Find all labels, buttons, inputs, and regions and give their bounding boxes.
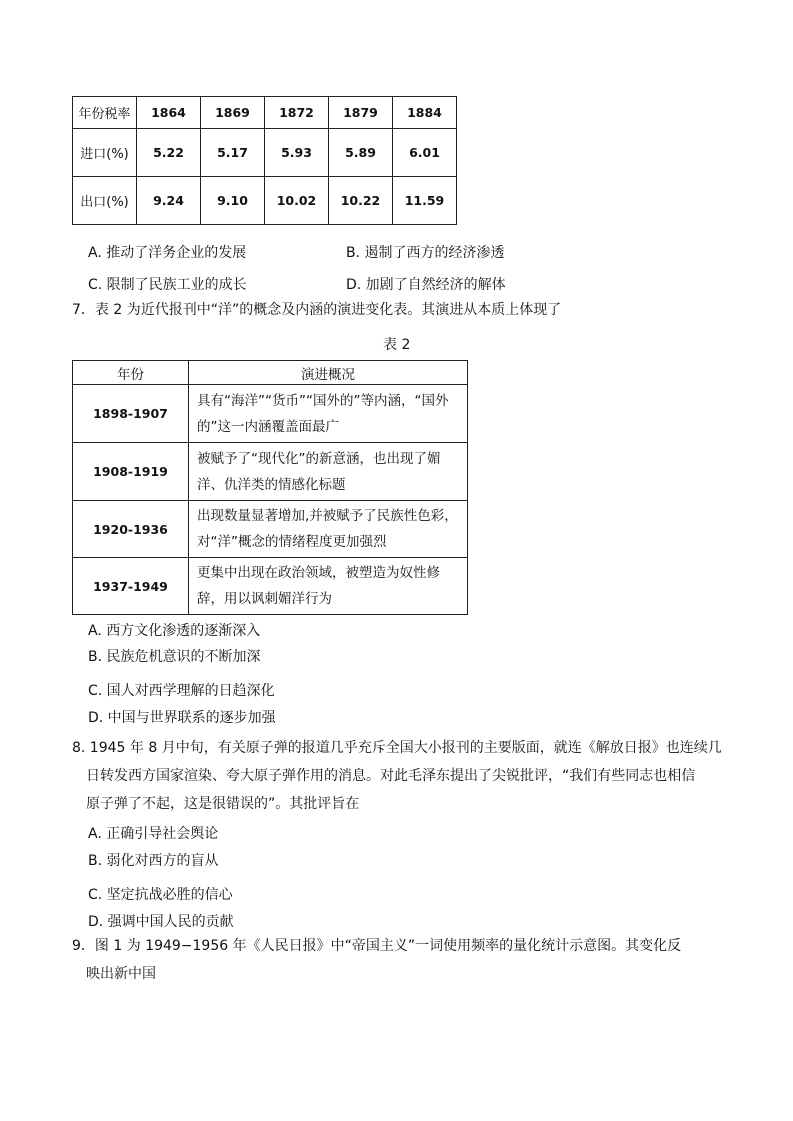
q8-stem-line1: 8. 1945 年 8 月中旬，有关原子弹的报道几乎充斥全国大小报刊的主要版面，就连《解放日报》也连续几	[72, 740, 722, 756]
table-cell-desc: 出现数量显著增加,并被赋予了民族性色彩，对“洋”概念的情绪程度更加强烈	[189, 501, 468, 558]
q8-stem-line3: 原子弹了不起，这是很错误的”。其批评旨在	[86, 796, 360, 812]
table-header-cell: 1869	[201, 97, 265, 129]
q8-option-b: B. 弱化对西方的盲从	[88, 853, 219, 869]
q6-option-b: B. 遏制了西方的经济渗透	[346, 245, 505, 261]
table-row	[73, 443, 468, 501]
table-header-cell: 1884	[393, 97, 457, 129]
table-row	[73, 558, 468, 615]
table-header-cell: 年份税率	[73, 97, 137, 129]
q8-option-c: C. 坚定抗战必胜的信心	[88, 887, 233, 903]
table-header-row	[73, 97, 457, 129]
table-header-cell: 年份	[73, 361, 189, 385]
table-cell: 5.22	[137, 129, 201, 177]
table-cell: 5.93	[265, 129, 329, 177]
table-cell-year: 1908-1919	[73, 443, 189, 501]
table-cell: 11.59	[393, 177, 457, 225]
yang-evolution-table	[72, 360, 468, 615]
table-cell-desc: 被赋予了“现代化”的新意涵，也出现了媚洋、仇洋类的情感化标题	[189, 443, 468, 501]
table-cell: 进口(%)	[73, 129, 137, 177]
table-cell-desc: 具有“海洋”“货币”“国外的”等内涵，“国外的”这一内涵覆盖面最广	[189, 385, 468, 443]
q6-option-d: D. 加剧了自然经济的解体	[346, 277, 506, 293]
table-row	[73, 177, 457, 225]
table-cell-year: 1920-1936	[73, 501, 189, 558]
table-header-row	[73, 361, 468, 385]
table-header-cell: 演进概况	[189, 361, 468, 385]
table-cell: 6.01	[393, 129, 457, 177]
table-cell: 10.02	[265, 177, 329, 225]
q8-stem-line2: 日转发西方国家渲染、夸大原子弹作用的消息。对此毛泽东提出了尖锐批评，“我们有些同志也相信	[86, 768, 696, 784]
table-cell: 5.89	[329, 129, 393, 177]
table-header-cell: 1864	[137, 97, 201, 129]
table-header-cell: 1872	[265, 97, 329, 129]
table-cell: 5.17	[201, 129, 265, 177]
table-header-cell: 1879	[329, 97, 393, 129]
q7-stem: 7．表 2 为近代报刊中“洋”的概念及内涵的演进变化表。其演进从本质上体现了	[72, 302, 562, 318]
q6-option-c: C. 限制了民族工业的成长	[88, 277, 247, 293]
table-row	[73, 385, 468, 443]
q7-option-b: B. 民族危机意识的不断加深	[88, 649, 261, 665]
tax-rate-table	[72, 96, 457, 225]
table-cell-year: 1937-1949	[73, 558, 189, 615]
q9-stem-line1: 9．图 1 为 1949−1956 年《人民日报》中“帝国主义”一词使用频率的量化统计示意图。其变化反	[72, 938, 682, 954]
table-caption: 表 2	[383, 337, 411, 353]
q7-option-c: C. 国人对西学理解的日趋深化	[88, 683, 275, 699]
table-cell: 出口(%)	[73, 177, 137, 225]
table-row	[73, 501, 468, 558]
q8-option-d: D. 强调中国人民的贡献	[88, 914, 234, 930]
table-cell: 10.22	[329, 177, 393, 225]
q7-option-a: A. 西方文化渗透的逐渐深入	[88, 623, 261, 639]
q8-option-a: A. 正确引导社会舆论	[88, 826, 219, 842]
table-cell-year: 1898-1907	[73, 385, 189, 443]
q9-stem-line2: 映出新中国	[86, 966, 156, 982]
q6-option-a: A. 推动了洋务企业的发展	[88, 245, 247, 261]
table-row	[73, 129, 457, 177]
table-cell: 9.24	[137, 177, 201, 225]
table-cell-desc: 更集中出现在政治领域，被塑造为奴性修辞，用以讽刺媚洋行为	[189, 558, 468, 615]
q7-option-d: D. 中国与世界联系的逐步加强	[88, 710, 276, 726]
table-cell: 9.10	[201, 177, 265, 225]
